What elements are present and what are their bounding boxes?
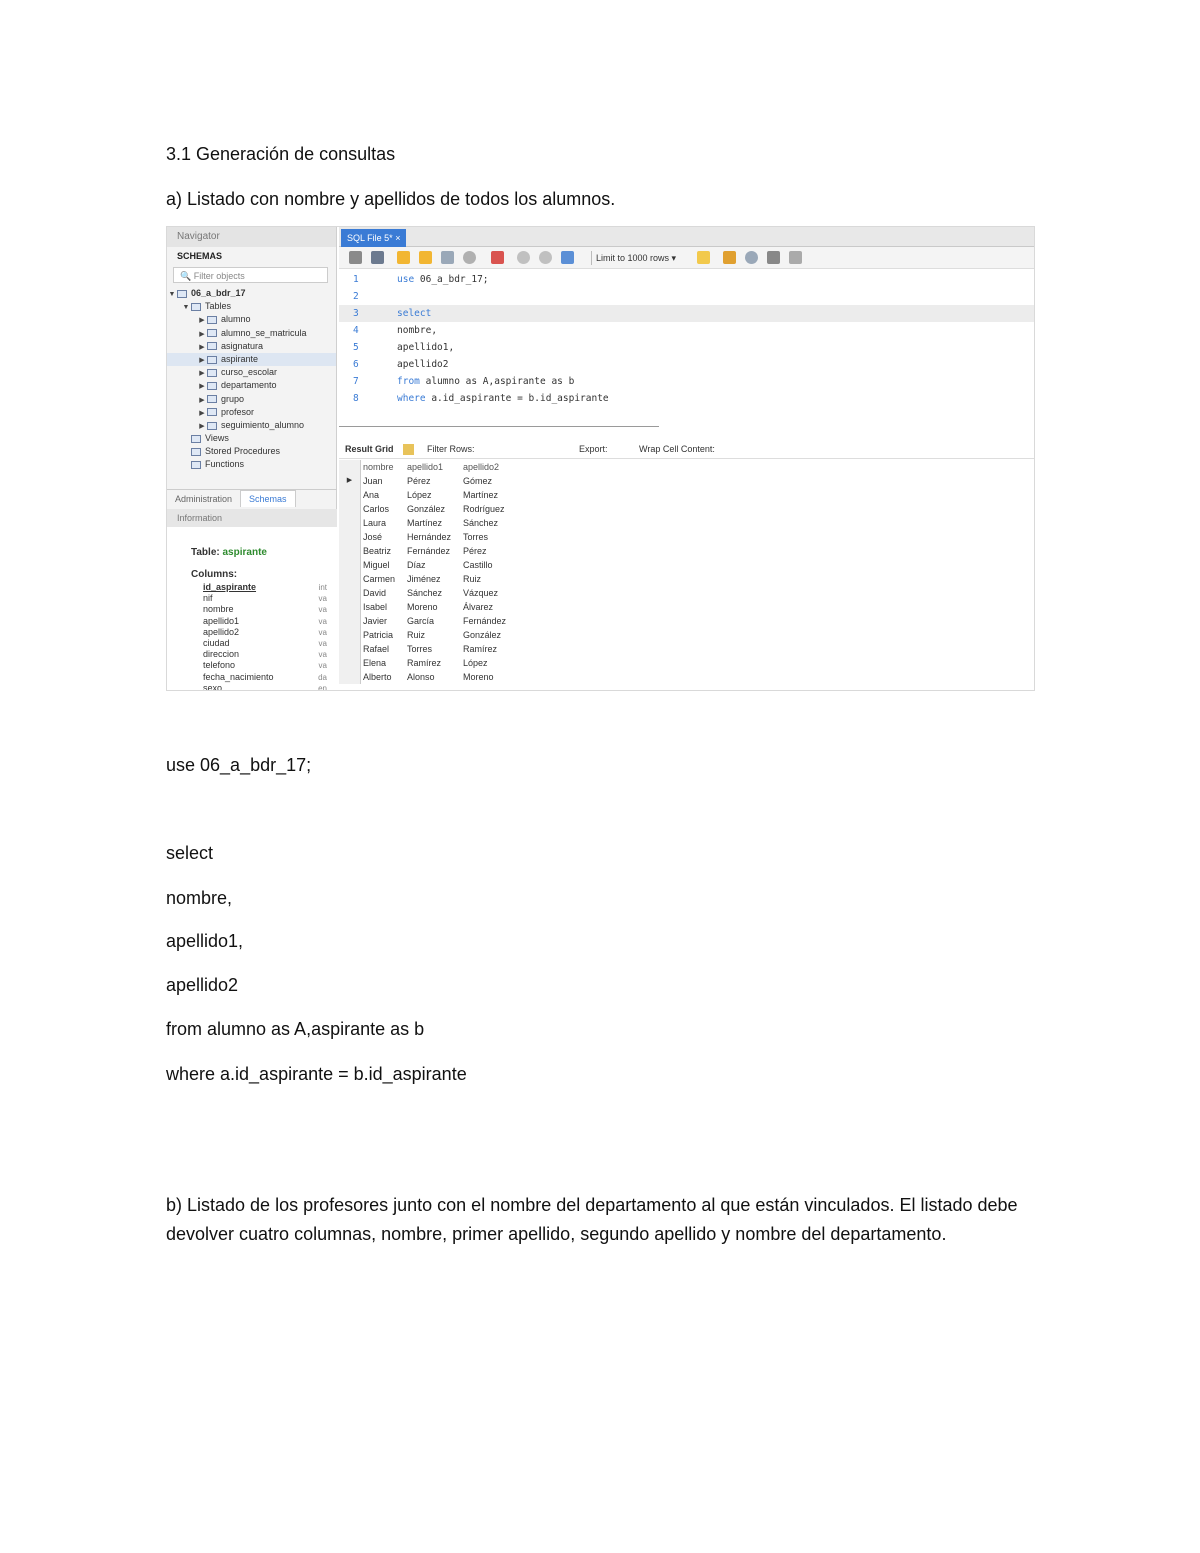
row-marker[interactable]	[339, 628, 361, 642]
database-icon	[177, 290, 187, 298]
line-number: 7	[353, 376, 359, 387]
row-marker[interactable]	[339, 502, 361, 516]
column-list	[203, 582, 327, 691]
export-label[interactable]: Export:	[579, 444, 608, 454]
autocommit-icon[interactable]	[561, 251, 574, 264]
column-name: direccion	[203, 649, 240, 660]
table-node[interactable]	[167, 340, 336, 353]
navigator-header: Navigator	[167, 227, 336, 247]
functions-node[interactable]: Functions	[167, 458, 336, 471]
row-marker[interactable]	[339, 544, 361, 558]
column-name: nif	[203, 593, 213, 604]
grid-cell[interactable]: Martínez	[463, 490, 499, 500]
code-text: select	[397, 308, 432, 319]
expand-arrow-icon[interactable]: ▶	[199, 330, 205, 338]
table-node-label: profesor	[221, 406, 255, 417]
column-name: sexo	[203, 682, 223, 691]
execute-line-icon[interactable]	[419, 251, 432, 264]
code-text: nombre,	[397, 325, 438, 336]
grid-cell[interactable]: Gómez	[463, 476, 493, 486]
column-item	[203, 593, 327, 604]
line-number: 2	[353, 291, 359, 302]
limit-rows-select[interactable]: Limit to 1000 rows ▾	[591, 251, 676, 265]
sql-line-from: from alumno as A,aspirante as b	[166, 1019, 425, 1039]
grid-cell[interactable]: Javier	[363, 616, 388, 626]
row-marker[interactable]	[339, 572, 361, 586]
grid-cell[interactable]: Torres	[407, 644, 433, 654]
grid-cell[interactable]: Rodríguez	[463, 504, 505, 514]
code-text: from alumno as A,aspirante as b	[397, 376, 575, 387]
table-icon	[207, 369, 217, 377]
expand-arrow-icon[interactable]: ▶	[199, 370, 205, 378]
grid-cell[interactable]: Torres	[463, 532, 489, 542]
table-icon	[207, 356, 217, 364]
open-icon[interactable]	[349, 251, 362, 264]
grid-cell[interactable]: González	[463, 630, 502, 640]
editor-area	[339, 227, 1034, 690]
info-table-name: Table: aspirante	[191, 547, 267, 558]
grid-cell[interactable]: Patricia	[363, 630, 394, 640]
table-node-label: grupo	[221, 393, 245, 404]
filter-objects-input[interactable]: 🔍 Filter objects	[173, 267, 328, 283]
column-item	[203, 616, 327, 627]
grid-cell[interactable]: Álvarez	[463, 602, 494, 612]
column-item	[203, 638, 327, 649]
grid-cell[interactable]: Martínez	[407, 518, 443, 528]
column-item	[203, 627, 327, 638]
save-icon[interactable]	[371, 251, 384, 264]
table-node-label: alumno_se_matricula	[221, 327, 307, 338]
tab-schemas[interactable]: Schemas	[240, 490, 296, 507]
information-panel	[167, 527, 337, 690]
splitter[interactable]	[339, 426, 659, 427]
expand-arrow-icon[interactable]: ▶	[199, 409, 205, 417]
grid-cell[interactable]: Fernández	[463, 616, 507, 626]
column-name: apellido1	[203, 615, 240, 626]
column-type: en	[318, 683, 327, 691]
filter-rows-label: Filter Rows:	[427, 444, 475, 454]
information-header: Information	[167, 509, 337, 527]
grid-cell[interactable]: David	[363, 588, 387, 598]
search-icon[interactable]	[745, 251, 758, 264]
column-item	[203, 672, 327, 683]
grid-cell[interactable]: Isabel	[363, 602, 388, 612]
grid-cell[interactable]: González	[407, 504, 446, 514]
table-node[interactable]	[167, 327, 336, 340]
schema-node[interactable]: ▼ 06_a_bdr_17	[168, 288, 246, 298]
invisible-chars-icon[interactable]	[767, 251, 780, 264]
column-type: va	[318, 661, 327, 671]
editor-toolbar	[339, 247, 1034, 269]
grid-cell[interactable]: Alberto	[363, 672, 392, 682]
grid-cell[interactable]: Díaz	[407, 560, 426, 570]
code-line	[339, 356, 1034, 373]
grid-cell[interactable]: Ruiz	[407, 630, 426, 640]
grid-cell[interactable]: Carmen	[363, 574, 396, 584]
execute-icon[interactable]	[397, 251, 410, 264]
grid-cell[interactable]: López	[463, 658, 488, 668]
grid-cell[interactable]: Ana	[363, 490, 380, 500]
row-marker[interactable]	[339, 586, 361, 600]
row-marker[interactable]	[339, 558, 361, 572]
grid-cell[interactable]: Rafael	[363, 644, 390, 654]
grid-cell[interactable]: Vázquez	[463, 588, 499, 598]
column-type: va	[318, 605, 327, 615]
code-text: apellido2	[397, 359, 449, 370]
section-title: 3.1 Generación de consultas	[166, 144, 396, 164]
grid-cell[interactable]: José	[363, 532, 383, 542]
toggle-icon[interactable]	[491, 251, 504, 264]
column-item	[203, 582, 327, 593]
explain-icon[interactable]	[441, 251, 454, 264]
procedures-node[interactable]: Stored Procedures	[167, 445, 336, 458]
row-marker[interactable]	[339, 656, 361, 670]
column-type: va	[318, 616, 327, 626]
workbench-screenshot	[166, 226, 1035, 691]
grid-cell[interactable]: Elena	[363, 658, 387, 668]
row-marker[interactable]	[339, 642, 361, 656]
result-grid-label[interactable]: Result Grid	[345, 444, 394, 454]
grid-cell[interactable]: Alonso	[407, 672, 435, 682]
line-number: 3	[353, 308, 359, 319]
column-item	[203, 604, 327, 615]
tab-administration[interactable]: Administration	[175, 494, 233, 504]
wrap-icon[interactable]	[789, 251, 802, 264]
result-toolbar	[339, 441, 1034, 459]
table-icon	[207, 395, 217, 403]
sql-line-where: where a.id_aspirante = b.id_aspirante	[166, 1064, 467, 1084]
line-number: 8	[353, 393, 359, 404]
table-node-label: asignatura	[221, 340, 264, 351]
grid-header-cell[interactable]: apellido2	[463, 462, 500, 472]
sql-line-use: use 06_a_bdr_17;	[166, 755, 312, 775]
table-node[interactable]	[167, 379, 336, 392]
grid-cell[interactable]: López	[407, 490, 432, 500]
brush-icon[interactable]	[723, 251, 736, 264]
row-marker[interactable]	[339, 530, 361, 544]
column-type: va	[318, 650, 327, 660]
column-name: apellido2	[203, 626, 240, 637]
row-marker[interactable]	[339, 488, 361, 502]
grid-cell[interactable]: Ruiz	[463, 574, 482, 584]
grid-cell[interactable]: Pérez	[407, 476, 431, 486]
line-number: 6	[353, 359, 359, 370]
editor-tabbar	[339, 227, 1034, 247]
code-text: use 06_a_bdr_17;	[397, 274, 489, 285]
grid-cell[interactable]: Ramírez	[463, 644, 498, 654]
stop-icon[interactable]	[463, 251, 476, 264]
navigator-tabs	[167, 489, 337, 507]
column-type: va	[318, 638, 327, 648]
table-node[interactable]	[167, 366, 336, 379]
code-line	[339, 373, 1034, 390]
table-node[interactable]	[167, 406, 336, 419]
column-type: va	[318, 594, 327, 604]
grid-cell[interactable]: Jiménez	[407, 574, 441, 584]
wrap-cell-label[interactable]: Wrap Cell Content:	[639, 444, 715, 454]
table-node-label: alumno	[221, 314, 251, 325]
grid-cell[interactable]: Fernández	[407, 546, 451, 556]
sql-line-nombre: nombre,	[166, 888, 233, 908]
row-marker[interactable]: ▶	[339, 474, 361, 488]
question-b: b) Listado de los profesores junto con el nombre del departamento al que están vinculados. El listado debe devolver cuatro columnas, nombre, primer apellido, segundo apellido y nombre del departamento.	[166, 1195, 1018, 1244]
table-node-label: aspirante	[221, 353, 259, 364]
code-line	[339, 305, 1034, 322]
sql-file-tab[interactable]: SQL File 5* ×	[341, 229, 406, 247]
column-name: fecha_nacimiento	[203, 671, 274, 682]
row-marker[interactable]	[339, 600, 361, 614]
grid-cell[interactable]: Sánchez	[463, 518, 499, 528]
sql-editor[interactable]	[339, 271, 1034, 407]
commit-icon[interactable]	[517, 251, 530, 264]
table-icon	[207, 316, 217, 324]
column-name: nombre	[203, 604, 234, 615]
expand-arrow-icon[interactable]: ▶	[199, 317, 205, 325]
sql-line-select: select	[166, 843, 214, 863]
grid-cell[interactable]: Beatriz	[363, 546, 392, 556]
grid-cell[interactable]: Sánchez	[407, 588, 443, 598]
grid-cell[interactable]: Juan	[363, 476, 383, 486]
sql-line-apellido2: apellido2	[166, 975, 239, 995]
grid-header-cell[interactable]: nombre	[363, 462, 394, 472]
grid-cell[interactable]: Carlos	[363, 504, 390, 514]
table-node-label: seguimiento_alumno	[221, 419, 305, 430]
table-node[interactable]	[167, 419, 336, 432]
question-a: a) Listado con nombre y apellidos de todos los alumnos.	[166, 189, 616, 209]
line-number: 4	[353, 325, 359, 336]
code-line	[339, 271, 1034, 288]
row-marker[interactable]	[339, 516, 361, 530]
grid-cell[interactable]: Moreno	[463, 672, 494, 682]
navigator-panel	[167, 227, 337, 690]
folder-icon	[191, 461, 201, 469]
grid-cell[interactable]: Castillo	[463, 560, 493, 570]
schemas-title: SCHEMAS	[177, 251, 223, 261]
tables-node[interactable]: ▼ Tables	[182, 301, 232, 312]
expand-arrow-icon[interactable]: ▶	[199, 343, 205, 351]
line-number: 1	[353, 274, 359, 285]
expand-arrow-icon[interactable]: ▶	[199, 356, 205, 364]
folder-icon	[191, 435, 201, 443]
grid-cell[interactable]: Moreno	[407, 602, 438, 612]
table-node[interactable]	[167, 393, 336, 406]
table-icon	[207, 408, 217, 416]
column-type: int	[318, 583, 327, 592]
grid-icon[interactable]	[403, 444, 414, 455]
sql-line-apellido1: apellido1,	[166, 931, 244, 951]
grid-cell[interactable]: Laura	[363, 518, 387, 528]
column-type: da	[318, 672, 327, 682]
table-icon	[207, 342, 217, 350]
row-marker[interactable]	[339, 614, 361, 628]
column-name: id_aspirante	[203, 582, 257, 592]
column-item	[203, 683, 327, 691]
grid-cell[interactable]: García	[407, 616, 435, 626]
column-item	[203, 649, 327, 660]
grid-cell[interactable]: Hernández	[407, 532, 452, 542]
expand-arrow-icon[interactable]: ▶	[199, 396, 205, 404]
line-number: 5	[353, 342, 359, 353]
grid-cell[interactable]: Miguel	[363, 560, 390, 570]
code-text: apellido1,	[397, 342, 455, 353]
columns-label: Columns:	[191, 569, 238, 580]
close-icon[interactable]: ×	[395, 233, 401, 243]
beautify-icon[interactable]	[697, 251, 710, 264]
column-name: telefono	[203, 660, 236, 671]
table-icon	[207, 329, 217, 337]
column-name: ciudad	[203, 637, 230, 648]
code-line	[339, 288, 1034, 305]
row-marker[interactable]	[339, 670, 361, 684]
folder-icon	[191, 303, 201, 311]
code-line	[339, 390, 1034, 407]
table-node[interactable]	[167, 353, 336, 366]
table-node[interactable]	[167, 313, 336, 326]
code-line	[339, 322, 1034, 339]
table-node-label: curso_escolar	[221, 367, 278, 378]
expand-arrow-icon[interactable]: ▶	[199, 383, 205, 391]
folder-icon	[191, 448, 201, 456]
code-line	[339, 339, 1034, 356]
grid-cell[interactable]: Ramírez	[407, 658, 442, 668]
views-node[interactable]: Views	[167, 432, 336, 445]
expand-arrow-icon[interactable]: ▶	[199, 422, 205, 430]
rollback-icon[interactable]	[539, 251, 552, 264]
grid-header-cell[interactable]: apellido1	[407, 462, 444, 472]
table-node-label: departamento	[221, 380, 277, 391]
column-type: va	[318, 627, 327, 637]
code-text: where a.id_aspirante = b.id_aspirante	[397, 393, 609, 404]
grid-cell[interactable]: Pérez	[463, 546, 487, 556]
schema-tree	[167, 287, 336, 472]
column-item	[203, 660, 327, 671]
table-icon	[207, 382, 217, 390]
table-icon	[207, 422, 217, 430]
